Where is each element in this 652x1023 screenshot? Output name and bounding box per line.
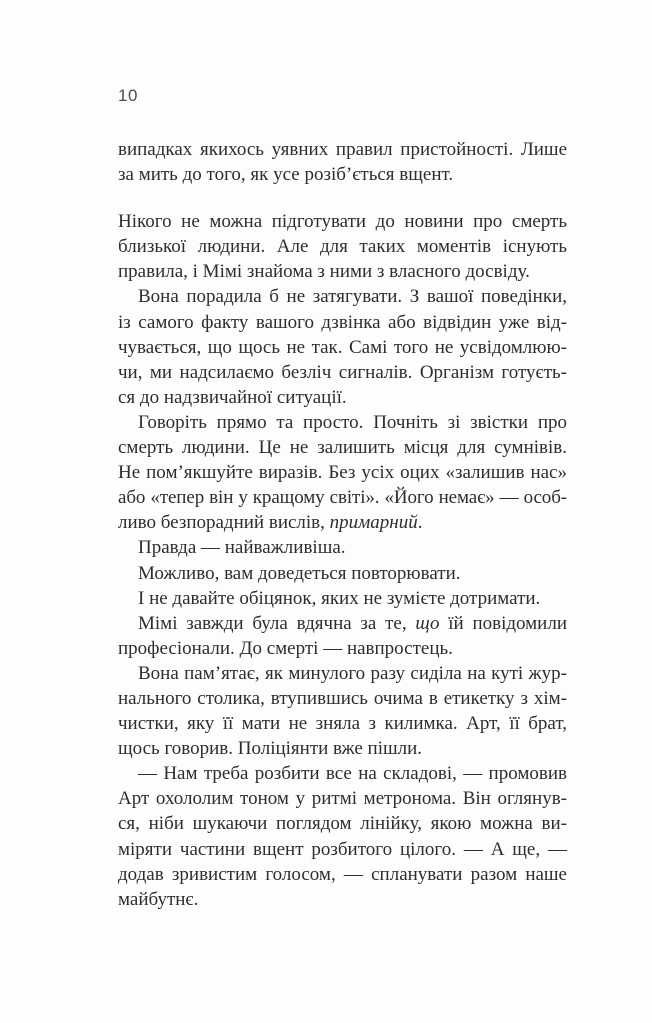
text-segment: ся до надзвичайної ситуації. bbox=[118, 386, 347, 408]
text-segment: . bbox=[417, 512, 423, 534]
text-segment: чистки, яку її мати не зняла з килимка. Арт, її брат, bbox=[118, 713, 567, 735]
text-segment: правила, і Мімі знайома з ними з власного досвіду. bbox=[118, 261, 530, 283]
text-line bbox=[118, 234, 567, 259]
text-segment: Говоріть прямо та просто. Почніть зі звістки про bbox=[138, 411, 567, 433]
paragraph bbox=[118, 611, 567, 661]
text-line bbox=[138, 661, 567, 686]
text-segment: щось говорив. Поліціянти вже пішли. bbox=[118, 738, 423, 760]
text-segment: професіонали. До смерті — навпростець. bbox=[118, 637, 453, 659]
text-line bbox=[118, 162, 567, 187]
text-segment: майбутнє. bbox=[118, 888, 199, 910]
text-segment: із самого факту вашого дзвінка або відвідин уже від- bbox=[118, 311, 567, 333]
text-line bbox=[138, 561, 567, 586]
paragraph bbox=[118, 535, 567, 560]
text-segment: чи, ми надсилаємо безліч сигналів. Організм готуєть- bbox=[118, 361, 567, 383]
text-line bbox=[118, 862, 567, 887]
text-line bbox=[138, 410, 567, 435]
paragraph bbox=[118, 561, 567, 586]
text-segment: їй повідомили bbox=[439, 612, 568, 634]
text-line bbox=[118, 485, 567, 510]
text-segment: Не пом’якшуйте виразів. Без усіх оцих «залишив нас» bbox=[118, 462, 567, 484]
text-segment: ся, ніби шукаючи поглядом лінійку, якою можна ви- bbox=[118, 813, 567, 835]
text-line bbox=[118, 335, 567, 360]
text-segment: близької людини. Але для таких моментів існують bbox=[118, 236, 567, 258]
text-line bbox=[118, 636, 567, 661]
text-segment: за мить до того, як усе розіб’ється вщент. bbox=[118, 164, 454, 186]
text-line bbox=[118, 736, 567, 761]
text-segment: Арт охололим тоном у ритмі метронома. Він оглянув- bbox=[118, 788, 567, 810]
paragraph bbox=[118, 661, 567, 761]
text-segment: смерть людини. Це не залишить місця для сумнівів. bbox=[118, 437, 567, 459]
text-line bbox=[118, 711, 567, 736]
text-line bbox=[118, 310, 567, 335]
text-line bbox=[118, 811, 567, 836]
text-segment: Мімі завжди була вдячна за те, bbox=[138, 612, 416, 634]
italic-text: примарний bbox=[329, 512, 418, 534]
paragraph bbox=[118, 761, 567, 912]
text-line bbox=[138, 284, 567, 309]
text-segment: — Нам треба розбити все на складові, — промовив bbox=[138, 763, 567, 785]
text-segment: ливо безпорадний вислів, bbox=[118, 512, 330, 534]
text-segment: Правда — найважливіша. bbox=[138, 537, 346, 559]
text-line bbox=[118, 209, 567, 234]
page-number: 10 bbox=[118, 86, 138, 105]
text-line bbox=[118, 786, 567, 811]
text-line bbox=[118, 887, 567, 912]
text-segment: випадках якихось уявних правил пристойності. Лише bbox=[118, 139, 567, 160]
paragraph bbox=[118, 137, 567, 187]
text-line bbox=[118, 510, 567, 535]
text-segment: Вона пам’ятає, як минулого разу сиділа на куті жур- bbox=[138, 662, 567, 684]
paragraph bbox=[118, 410, 567, 535]
text-segment: Нікого не можна підготувати до новини про смерть bbox=[118, 211, 567, 233]
text-line bbox=[118, 435, 567, 460]
paragraph bbox=[118, 284, 567, 409]
page-text bbox=[118, 137, 567, 912]
text-segment: І не давайте обіцянок, яких не зумієте дотримати. bbox=[138, 587, 541, 609]
text-line bbox=[118, 460, 567, 485]
text-line bbox=[118, 360, 567, 385]
text-line bbox=[118, 837, 567, 862]
text-line bbox=[138, 586, 567, 611]
text-segment: чувається, що щось не так. Самі того не усвідомлюю- bbox=[118, 336, 567, 358]
text-line bbox=[138, 535, 567, 560]
italic-text: що bbox=[415, 612, 440, 634]
paragraph bbox=[118, 586, 567, 611]
text-segment: Можливо, вам доведеться повторювати. bbox=[138, 562, 461, 584]
paragraph bbox=[118, 209, 567, 284]
text-segment: нального столика, втупившись очима в етикетку з хім- bbox=[118, 687, 567, 709]
text-line bbox=[138, 611, 567, 636]
text-line bbox=[118, 686, 567, 711]
text-line bbox=[138, 761, 567, 786]
text-segment: або «тепер він у кращому світі». «Його немає» — особ- bbox=[118, 487, 567, 509]
text-line bbox=[118, 137, 567, 162]
text-segment: міряти частини вщент розбитого цілого. — А ще, — bbox=[118, 838, 567, 860]
text-line bbox=[118, 385, 567, 410]
text-line bbox=[118, 259, 567, 284]
text-segment: Вона порадила б не затягувати. З вашої поведінки, bbox=[138, 286, 567, 308]
text-segment: додав зривистим голосом, — спланувати разом наше bbox=[118, 863, 567, 885]
